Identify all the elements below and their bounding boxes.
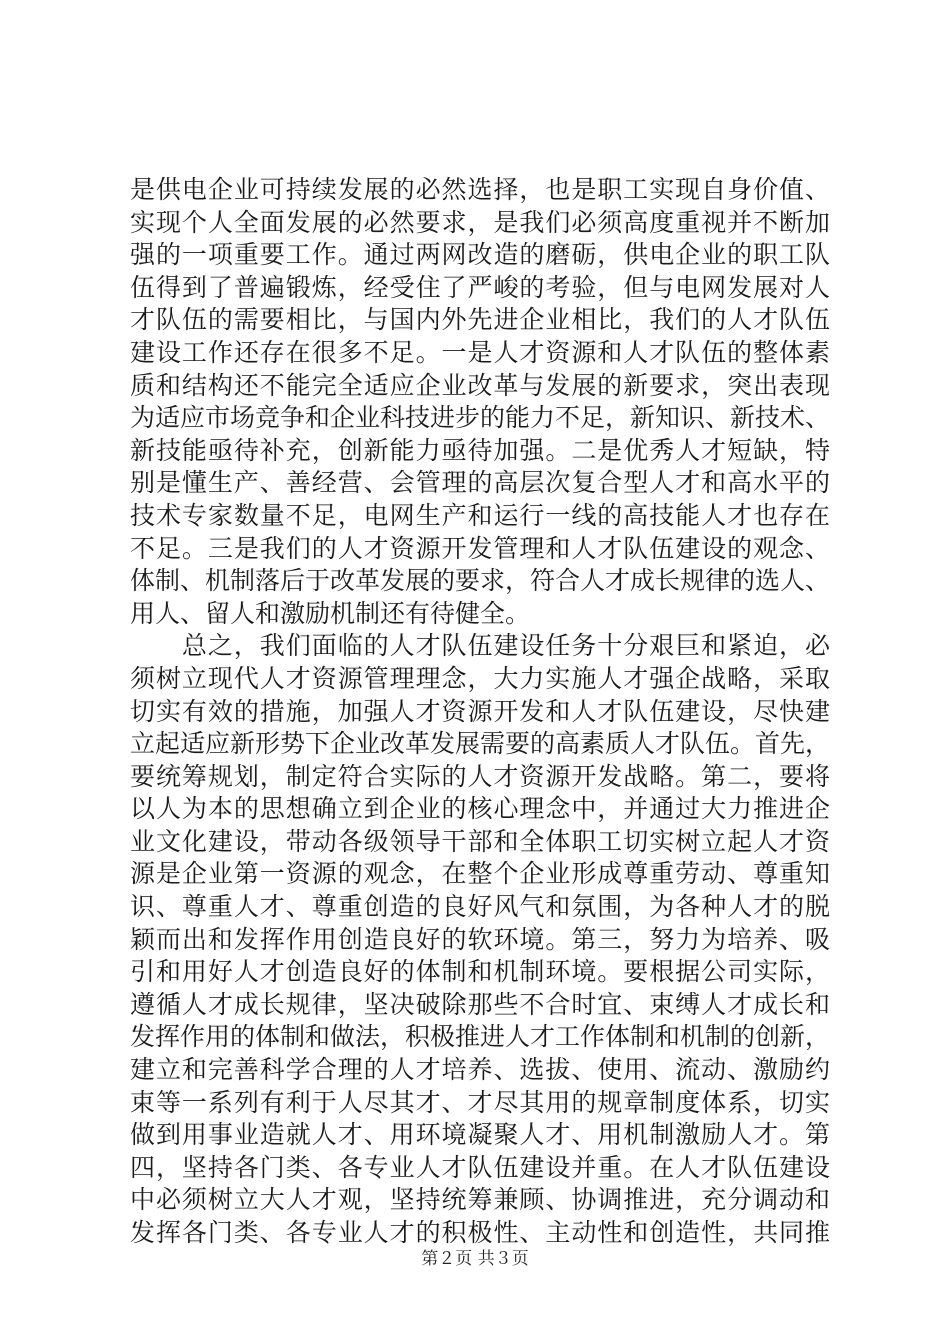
text-line: 立起适应新形势下企业改革发展需要的高素质人才队伍。首先，	[130, 729, 831, 759]
text-line: 新技能亟待补充，创新能力亟待加强。二是优秀人才短缺，特	[130, 435, 830, 465]
text-line: 总之，我们面临的人才队伍建设任务十分艰巨和紧迫，必	[130, 631, 830, 661]
text-line: 体制、机制落后于改革发展的要求，符合人才成长规律的选人、	[130, 566, 831, 596]
text-line: 须树立现代人才资源管理理念，大力实施人才强企战略，采取	[130, 663, 830, 693]
text-line: 技术专家数量不足，电网生产和运行一线的高技能人才也存在	[130, 500, 830, 530]
text-line: 发挥作用的体制和做法，积极推进人才工作体制和机制的创新，	[130, 1022, 831, 1052]
text-line: 切实有效的措施，加强人才资源开发和人才队伍建设，尽快建	[130, 696, 830, 726]
text-line: 建立和完善科学合理的人才培养、选拔、使用、流动、激励约	[130, 1055, 830, 1085]
text-line: 源是企业第一资源的观念，在整个企业形成尊重劳动、尊重知	[130, 859, 830, 889]
text-line: 是供电企业可持续发展的必然选择，也是职工实现自身价值、	[130, 175, 830, 204]
text-line: 质和结构还不能完全适应企业改革与发展的新要求，突出表现	[130, 370, 830, 400]
text-line: 四，坚持各门类、各专业人才队伍建设并重。在人才队伍建设	[130, 1152, 830, 1182]
text-line: 实现个人全面发展的必然要求，是我们必须高度重视并不断加	[130, 207, 830, 237]
text-line: 中必须树立大人才观，坚持统筹兼顾、协调推进，充分调动和	[130, 1185, 830, 1215]
text-line: 别是懂生产、善经营、会管理的高层次复合型人才和高水平的	[130, 468, 830, 498]
text-line: 强的一项重要工作。通过两网改造的磨砺，供电企业的职工队	[130, 240, 830, 270]
text-line: 用人、留人和激励机制还有待健全。	[130, 598, 531, 628]
text-line: 不足。三是我们的人才资源开发管理和人才队伍建设的观念、	[130, 533, 830, 563]
text-line: 束等一系列有利于人尽其才、才尽其用的规章制度体系，切实	[130, 1087, 830, 1117]
text-line: 识、尊重人才、尊重创造的良好风气和氛围，为各种人才的脱	[130, 892, 830, 922]
text-line: 业文化建设，带动各级领导干部和全体职工切实树立起人才资	[130, 826, 830, 856]
text-line: 伍得到了普遍锻炼，经受住了严峻的考验，但与电网发展对人	[130, 272, 830, 302]
text-line: 引和用好人才创造良好的体制和机制环境。要根据公司实际，	[130, 957, 830, 987]
text-line: 建设工作还存在很多不足。一是人才资源和人才队伍的整体素	[130, 337, 830, 367]
text-line: 颖而出和发挥作用创造良好的软环境。第三，努力为培养、吸	[130, 924, 830, 954]
text-line: 遵循人才成长规律，坚决破除那些不合时宜、束缚人才成长和	[130, 989, 830, 1019]
document-body	[130, 174, 830, 1250]
text-line: 发挥各门类、各专业人才的积极性、主动性和创造性，共同推	[130, 1218, 830, 1247]
text-line: 做到用事业造就人才、用环境凝聚人才、用机制激励人才。第	[130, 1120, 830, 1150]
page-footer: 第２页 共３页	[421, 1249, 529, 1269]
text-line: 以人为本的思想确立到企业的核心理念中，并通过大力推进企	[130, 794, 830, 824]
text-line: 为适应市场竞争和企业科技进步的能力不足，新知识、新技术、	[130, 403, 831, 433]
text-line: 才队伍的需要相比，与国内外先进企业相比，我们的人才队伍	[130, 305, 830, 335]
text-line: 要统筹规划，制定符合实际的人才资源开发战略。第二，要将	[130, 761, 830, 791]
